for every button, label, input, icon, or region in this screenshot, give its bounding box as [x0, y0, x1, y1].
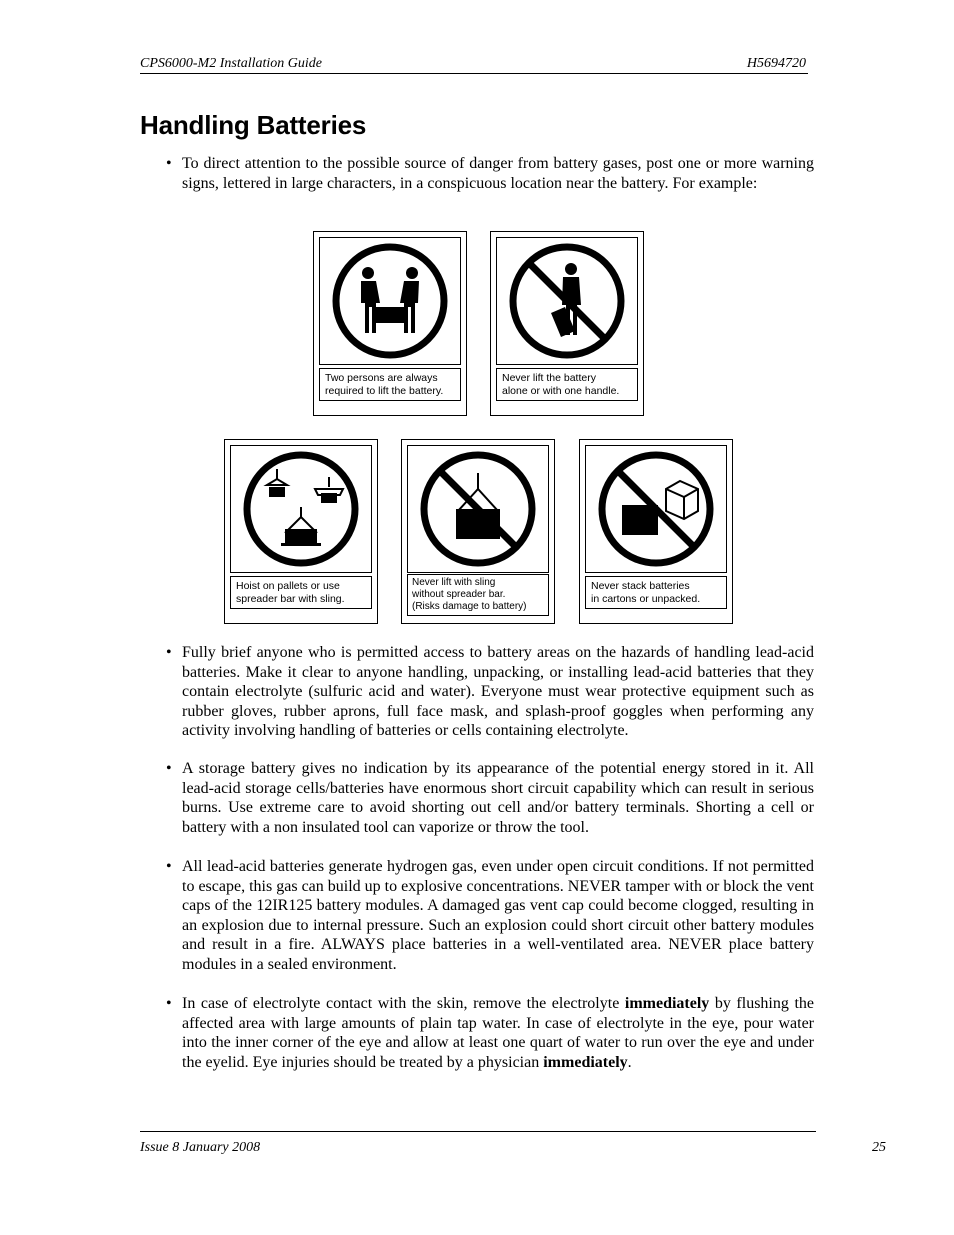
- caption-line: Never lift the battery: [502, 372, 596, 384]
- page-number: 25: [872, 1140, 886, 1155]
- footer-issue-date: Issue 8 January 2008: [140, 1140, 261, 1155]
- emphasis-immediately: immediately: [624, 995, 710, 1012]
- page-header: [140, 56, 808, 74]
- sign-never-sling: [401, 439, 555, 624]
- no-stacking-icon: [596, 449, 716, 569]
- caption-line: Never lift with sling: [412, 577, 496, 588]
- caption-line: Two persons are always: [325, 372, 438, 384]
- caption-line: Never stack batteries: [591, 580, 690, 592]
- sign-caption: [585, 576, 727, 609]
- sign-caption: [230, 576, 372, 609]
- caption-line: spreader bar with sling.: [236, 592, 345, 605]
- caption-line: in cartons or unpacked.: [591, 592, 701, 605]
- sign-caption: [496, 368, 638, 401]
- two-persons-lifting-icon: [330, 241, 450, 361]
- bullet-text: Fully brief anyone who is permitted access to battery areas on the hazards of handling lead-acid batteries. Make it clear to anyone handling, unpacking, or installing lead-acid batteries that they contain electrolyte (sulfuric acid and water). Everyone must wear protective equipment such as rubber gloves, rubber aprons, full face mask, and splash-proof goggles when performing any activity involving handling of batteries or cells containing electrolyte.: [182, 644, 814, 740]
- sign-caption: [319, 368, 461, 401]
- caption-line: without spreader bar.: [412, 589, 506, 600]
- sign-two-persons: [313, 231, 467, 416]
- no-single-lift-icon: [507, 241, 627, 361]
- bullet-storage-energy: [166, 759, 814, 837]
- bullet-text: All lead-acid batteries generate hydrogen gas, even under open circuit conditions. If not permitted to escape, this gas can build up to explosive concentrations. NEVER tamper with or block the vent caps of the 12IR125 battery modules. A damaged gas vent cap could become clogged, resulting in an explosion due to internal pressure. Such an explosion could short circuit other battery modules and result in a fire. ALWAYS place batteries in a well-ventilated area. NEVER place battery modules in a sealed environment.: [182, 858, 814, 973]
- bullet-dot: •: [166, 858, 172, 875]
- header-doc-title: CPS6000-M2 Installation Guide: [140, 56, 322, 71]
- caption-line: (Risks damage to battery): [412, 601, 527, 612]
- bullet-text: To direct attention to the possible source of danger from battery gases, post one or more warning signs, lettered in large characters, in a conspicuous location near the battery. For example:: [182, 155, 814, 192]
- sign-hoist-on-pallets: [224, 439, 378, 624]
- hoist-pallet-icon: [241, 449, 361, 569]
- bullet-dot: •: [166, 644, 172, 661]
- text-run: In case of electrolyte contact with the skin, remove the electrolyte: [182, 995, 625, 1012]
- caption-line: Hoist on pallets or use: [236, 580, 340, 592]
- text-run: by flushing the affected area with large amounts of plain tap water. In case of electrolyte in the eye, pour water into the inner corner of the eye and allow at least one quart of water to run over the eye and under the eyelid. Eye injuries should be treated by a physician: [182, 995, 814, 1071]
- sign-never-lift-alone: [490, 231, 644, 416]
- no-sling-icon: [418, 449, 538, 569]
- sign-caption: [407, 574, 549, 616]
- bullet-text: [182, 994, 814, 1072]
- emphasis-immediately: immediately: [543, 1053, 628, 1071]
- header-doc-number: H5694720: [746, 56, 806, 71]
- sign-never-stack: [579, 439, 733, 624]
- caption-line: required to lift the battery.: [325, 384, 444, 397]
- bullet-warning-signs: [166, 154, 814, 193]
- page-title: Handling Batteries: [140, 110, 367, 140]
- bullet-dot: •: [166, 155, 172, 172]
- bullet-electrolyte-contact: [166, 994, 814, 1072]
- page-footer: [140, 1131, 886, 1156]
- bullet-dot: •: [166, 760, 172, 777]
- text-run: .: [627, 1053, 632, 1071]
- caption-line: alone or with one handle.: [502, 384, 620, 397]
- bullet-dot: •: [166, 995, 172, 1012]
- bullet-brief-hazards: [166, 643, 814, 741]
- bullet-hydrogen-gas: [166, 857, 814, 975]
- bullet-text: A storage battery gives no indication by its appearance of the potential energy stored in it. All lead-acid storage cells/batteries have enormous short circuit capability which can result in serious burns. Use extreme care to avoid shorting out cell and/or battery terminals. Shorting a cell or battery with a non insulated tool can vaporize or throw the tool.: [182, 760, 814, 836]
